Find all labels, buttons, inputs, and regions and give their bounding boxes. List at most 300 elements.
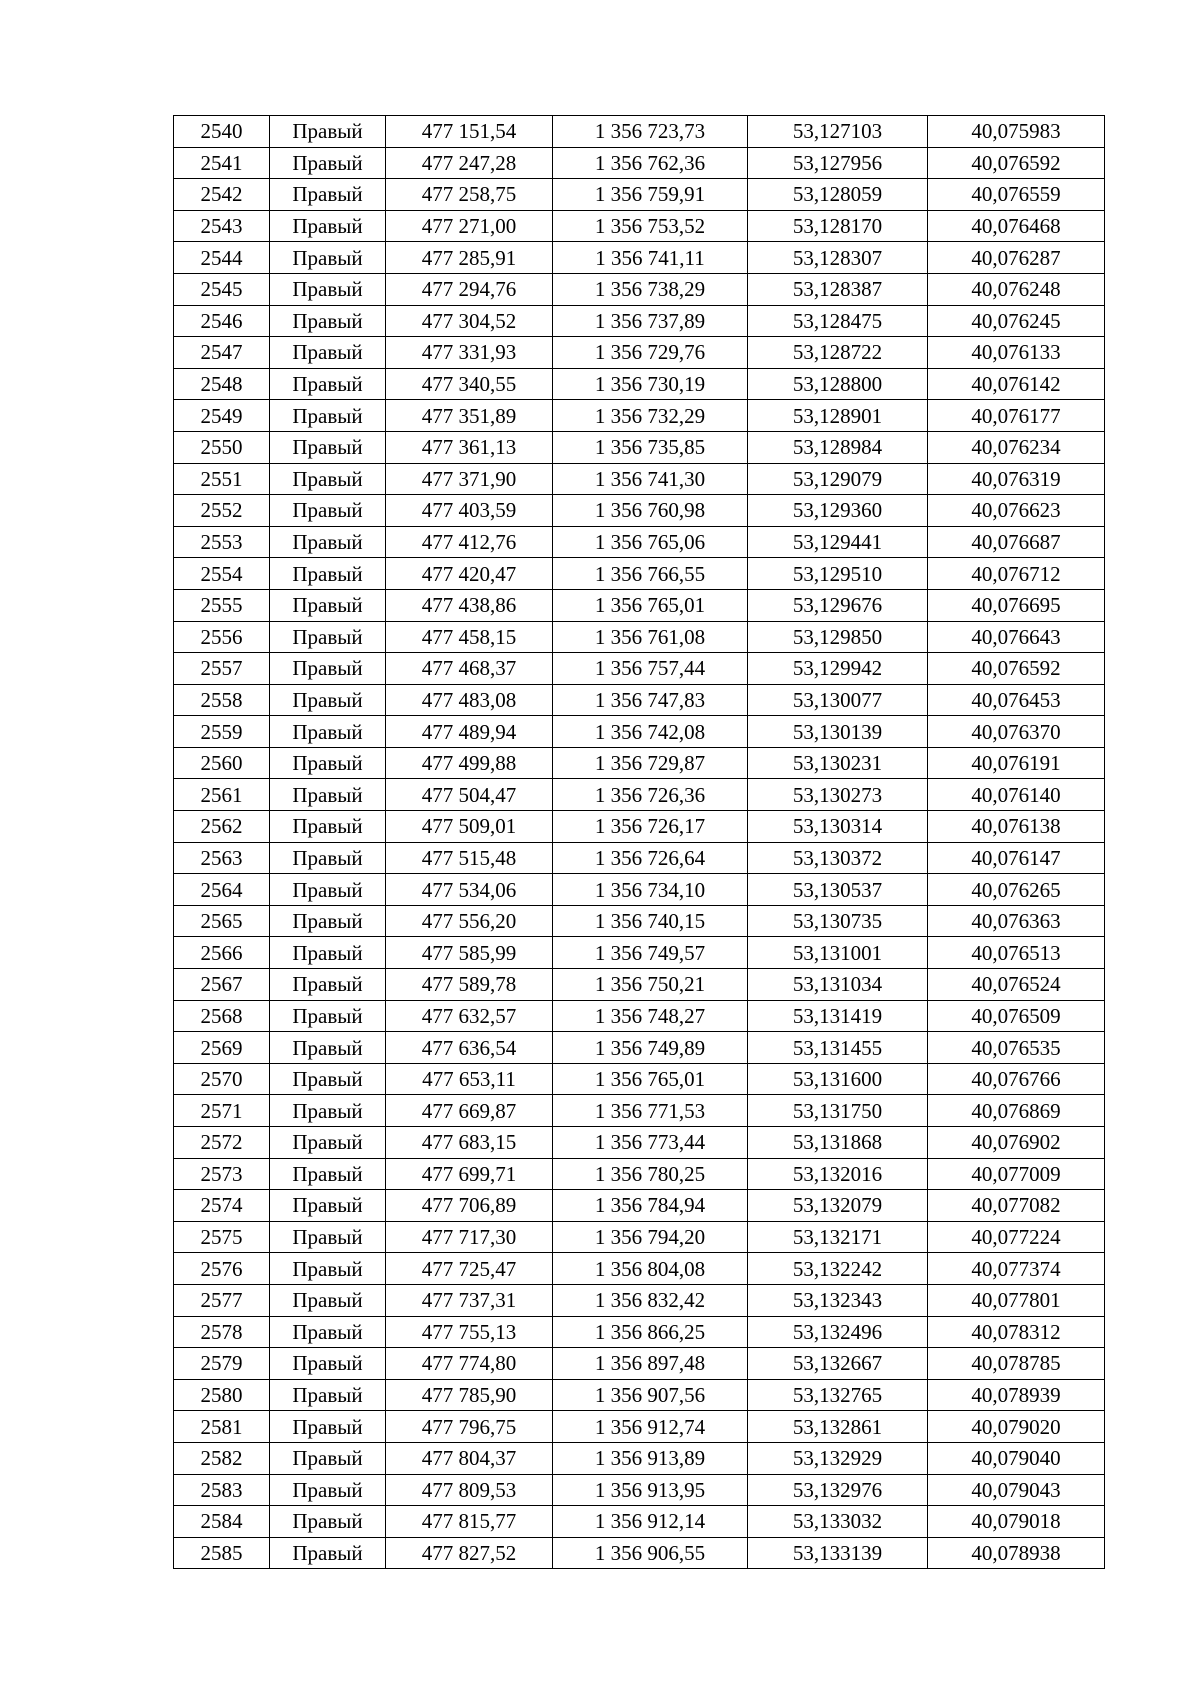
coord-y-cell: 1 356 794,20	[553, 1221, 748, 1253]
coord-y-cell: 1 356 866,25	[553, 1316, 748, 1348]
latitude-cell: 53,129510	[748, 558, 928, 590]
coord-y-cell: 1 356 741,30	[553, 463, 748, 495]
coord-y-cell: 1 356 765,01	[553, 1063, 748, 1095]
latitude-cell: 53,130372	[748, 842, 928, 874]
longitude-cell: 40,076245	[928, 305, 1105, 337]
point-number-cell: 2585	[174, 1537, 270, 1569]
longitude-cell: 40,076363	[928, 905, 1105, 937]
point-number-cell: 2558	[174, 684, 270, 716]
side-cell: Правый	[270, 179, 386, 211]
longitude-cell: 40,079018	[928, 1506, 1105, 1538]
latitude-cell: 53,127956	[748, 147, 928, 179]
longitude-cell: 40,076147	[928, 842, 1105, 874]
coord-x-cell: 477 785,90	[386, 1379, 553, 1411]
coord-y-cell: 1 356 729,87	[553, 747, 748, 779]
table-row	[174, 1253, 1105, 1285]
coord-y-cell: 1 356 749,89	[553, 1032, 748, 1064]
table-row	[174, 337, 1105, 369]
longitude-cell: 40,079043	[928, 1474, 1105, 1506]
point-number-cell: 2566	[174, 937, 270, 969]
table-row	[174, 1158, 1105, 1190]
longitude-cell: 40,077801	[928, 1284, 1105, 1316]
side-cell: Правый	[270, 1284, 386, 1316]
side-cell: Правый	[270, 368, 386, 400]
table-row	[174, 684, 1105, 716]
point-number-cell: 2547	[174, 337, 270, 369]
latitude-cell: 53,132765	[748, 1379, 928, 1411]
point-number-cell: 2575	[174, 1221, 270, 1253]
table-row	[174, 1537, 1105, 1569]
longitude-cell: 40,076902	[928, 1127, 1105, 1159]
table-row	[174, 1032, 1105, 1064]
latitude-cell: 53,131034	[748, 969, 928, 1001]
latitude-cell: 53,129942	[748, 653, 928, 685]
longitude-cell: 40,076191	[928, 747, 1105, 779]
coord-x-cell: 477 351,89	[386, 400, 553, 432]
table-row	[174, 1095, 1105, 1127]
table-row	[174, 1127, 1105, 1159]
coord-y-cell: 1 356 762,36	[553, 147, 748, 179]
latitude-cell: 53,129079	[748, 463, 928, 495]
coord-x-cell: 477 815,77	[386, 1506, 553, 1538]
latitude-cell: 53,129441	[748, 526, 928, 558]
longitude-cell: 40,076687	[928, 526, 1105, 558]
table-row	[174, 1221, 1105, 1253]
coord-x-cell: 477 294,76	[386, 273, 553, 305]
table-row	[174, 589, 1105, 621]
table-row	[174, 905, 1105, 937]
longitude-cell: 40,076592	[928, 147, 1105, 179]
latitude-cell: 53,132079	[748, 1190, 928, 1222]
table-row	[174, 242, 1105, 274]
latitude-cell: 53,132496	[748, 1316, 928, 1348]
coord-y-cell: 1 356 771,53	[553, 1095, 748, 1127]
coord-y-cell: 1 356 761,08	[553, 621, 748, 653]
longitude-cell: 40,076695	[928, 589, 1105, 621]
longitude-cell: 40,076513	[928, 937, 1105, 969]
coord-x-cell: 477 509,01	[386, 811, 553, 843]
latitude-cell: 53,129360	[748, 495, 928, 527]
coord-x-cell: 477 412,76	[386, 526, 553, 558]
side-cell: Правый	[270, 1442, 386, 1474]
longitude-cell: 40,076177	[928, 400, 1105, 432]
point-number-cell: 2577	[174, 1284, 270, 1316]
latitude-cell: 53,129676	[748, 589, 928, 621]
latitude-cell: 53,128800	[748, 368, 928, 400]
point-number-cell: 2543	[174, 210, 270, 242]
latitude-cell: 53,128307	[748, 242, 928, 274]
side-cell: Правый	[270, 431, 386, 463]
coord-x-cell: 477 483,08	[386, 684, 553, 716]
point-number-cell: 2549	[174, 400, 270, 432]
coord-x-cell: 477 331,93	[386, 337, 553, 369]
table-row	[174, 1379, 1105, 1411]
point-number-cell: 2564	[174, 874, 270, 906]
point-number-cell: 2572	[174, 1127, 270, 1159]
longitude-cell: 40,076509	[928, 1000, 1105, 1032]
latitude-cell: 53,130273	[748, 779, 928, 811]
longitude-cell: 40,076138	[928, 811, 1105, 843]
side-cell: Правый	[270, 589, 386, 621]
longitude-cell: 40,076712	[928, 558, 1105, 590]
latitude-cell: 53,128387	[748, 273, 928, 305]
side-cell: Правый	[270, 1474, 386, 1506]
table-row	[174, 558, 1105, 590]
latitude-cell: 53,133032	[748, 1506, 928, 1538]
table-row	[174, 747, 1105, 779]
longitude-cell: 40,076535	[928, 1032, 1105, 1064]
table-row	[174, 969, 1105, 1001]
point-number-cell: 2560	[174, 747, 270, 779]
latitude-cell: 53,133139	[748, 1537, 928, 1569]
coord-y-cell: 1 356 913,89	[553, 1442, 748, 1474]
table-row	[174, 1190, 1105, 1222]
latitude-cell: 53,131600	[748, 1063, 928, 1095]
latitude-cell: 53,128170	[748, 210, 928, 242]
point-number-cell: 2551	[174, 463, 270, 495]
coord-x-cell: 477 468,37	[386, 653, 553, 685]
coord-y-cell: 1 356 741,11	[553, 242, 748, 274]
latitude-cell: 53,132343	[748, 1284, 928, 1316]
side-cell: Правый	[270, 242, 386, 274]
side-cell: Правый	[270, 937, 386, 969]
coord-y-cell: 1 356 730,19	[553, 368, 748, 400]
table-row	[174, 653, 1105, 685]
point-number-cell: 2555	[174, 589, 270, 621]
point-number-cell: 2559	[174, 716, 270, 748]
coord-y-cell: 1 356 907,56	[553, 1379, 748, 1411]
side-cell: Правый	[270, 273, 386, 305]
longitude-cell: 40,077009	[928, 1158, 1105, 1190]
coord-y-cell: 1 356 735,85	[553, 431, 748, 463]
coord-y-cell: 1 356 804,08	[553, 1253, 748, 1285]
latitude-cell: 53,131419	[748, 1000, 928, 1032]
point-number-cell: 2571	[174, 1095, 270, 1127]
point-number-cell: 2583	[174, 1474, 270, 1506]
point-number-cell: 2584	[174, 1506, 270, 1538]
table-row	[174, 937, 1105, 969]
side-cell: Правый	[270, 1190, 386, 1222]
side-cell: Правый	[270, 1127, 386, 1159]
coord-y-cell: 1 356 742,08	[553, 716, 748, 748]
latitude-cell: 53,130537	[748, 874, 928, 906]
longitude-cell: 40,077082	[928, 1190, 1105, 1222]
point-number-cell: 2541	[174, 147, 270, 179]
latitude-cell: 53,129850	[748, 621, 928, 653]
point-number-cell: 2561	[174, 779, 270, 811]
side-cell: Правый	[270, 463, 386, 495]
longitude-cell: 40,076133	[928, 337, 1105, 369]
coord-x-cell: 477 774,80	[386, 1348, 553, 1380]
coord-y-cell: 1 356 757,44	[553, 653, 748, 685]
longitude-cell: 40,076248	[928, 273, 1105, 305]
latitude-cell: 53,128475	[748, 305, 928, 337]
side-cell: Правый	[270, 495, 386, 527]
latitude-cell: 53,132016	[748, 1158, 928, 1190]
side-cell: Правый	[270, 811, 386, 843]
longitude-cell: 40,076142	[928, 368, 1105, 400]
longitude-cell: 40,076453	[928, 684, 1105, 716]
side-cell: Правый	[270, 305, 386, 337]
side-cell: Правый	[270, 116, 386, 148]
latitude-cell: 53,132242	[748, 1253, 928, 1285]
coord-x-cell: 477 653,11	[386, 1063, 553, 1095]
latitude-cell: 53,128059	[748, 179, 928, 211]
coord-x-cell: 477 534,06	[386, 874, 553, 906]
point-number-cell: 2546	[174, 305, 270, 337]
longitude-cell: 40,076319	[928, 463, 1105, 495]
coord-x-cell: 477 271,00	[386, 210, 553, 242]
longitude-cell: 40,076559	[928, 179, 1105, 211]
latitude-cell: 53,131868	[748, 1127, 928, 1159]
coord-y-cell: 1 356 784,94	[553, 1190, 748, 1222]
coord-y-cell: 1 356 723,73	[553, 116, 748, 148]
point-number-cell: 2563	[174, 842, 270, 874]
side-cell: Правый	[270, 1537, 386, 1569]
longitude-cell: 40,076468	[928, 210, 1105, 242]
coord-x-cell: 477 403,59	[386, 495, 553, 527]
table-row	[174, 1348, 1105, 1380]
coord-x-cell: 477 827,52	[386, 1537, 553, 1569]
coordinates-table-body	[174, 116, 1105, 1569]
side-cell: Правый	[270, 1379, 386, 1411]
longitude-cell: 40,078785	[928, 1348, 1105, 1380]
coord-y-cell: 1 356 780,25	[553, 1158, 748, 1190]
table-row	[174, 431, 1105, 463]
side-cell: Правый	[270, 684, 386, 716]
latitude-cell: 53,132667	[748, 1348, 928, 1380]
point-number-cell: 2567	[174, 969, 270, 1001]
coord-y-cell: 1 356 726,64	[553, 842, 748, 874]
latitude-cell: 53,130077	[748, 684, 928, 716]
latitude-cell: 53,132171	[748, 1221, 928, 1253]
coord-x-cell: 477 504,47	[386, 779, 553, 811]
coord-y-cell: 1 356 747,83	[553, 684, 748, 716]
side-cell: Правый	[270, 842, 386, 874]
table-row	[174, 116, 1105, 148]
side-cell: Правый	[270, 1253, 386, 1285]
side-cell: Правый	[270, 400, 386, 432]
coord-x-cell: 477 636,54	[386, 1032, 553, 1064]
latitude-cell: 53,131001	[748, 937, 928, 969]
latitude-cell: 53,130314	[748, 811, 928, 843]
latitude-cell: 53,131455	[748, 1032, 928, 1064]
coord-y-cell: 1 356 750,21	[553, 969, 748, 1001]
point-number-cell: 2576	[174, 1253, 270, 1285]
table-row	[174, 495, 1105, 527]
longitude-cell: 40,078939	[928, 1379, 1105, 1411]
side-cell: Правый	[270, 210, 386, 242]
coord-x-cell: 477 499,88	[386, 747, 553, 779]
side-cell: Правый	[270, 147, 386, 179]
coord-x-cell: 477 340,55	[386, 368, 553, 400]
coord-x-cell: 477 755,13	[386, 1316, 553, 1348]
coord-y-cell: 1 356 906,55	[553, 1537, 748, 1569]
coord-y-cell: 1 356 897,48	[553, 1348, 748, 1380]
coord-y-cell: 1 356 753,52	[553, 210, 748, 242]
side-cell: Правый	[270, 1095, 386, 1127]
point-number-cell: 2552	[174, 495, 270, 527]
point-number-cell: 2570	[174, 1063, 270, 1095]
coord-y-cell: 1 356 912,74	[553, 1411, 748, 1443]
coord-y-cell: 1 356 760,98	[553, 495, 748, 527]
coord-x-cell: 477 683,15	[386, 1127, 553, 1159]
coord-y-cell: 1 356 738,29	[553, 273, 748, 305]
coord-x-cell: 477 438,86	[386, 589, 553, 621]
coord-x-cell: 477 489,94	[386, 716, 553, 748]
coord-y-cell: 1 356 913,95	[553, 1474, 748, 1506]
longitude-cell: 40,076766	[928, 1063, 1105, 1095]
side-cell: Правый	[270, 558, 386, 590]
coord-y-cell: 1 356 912,14	[553, 1506, 748, 1538]
side-cell: Правый	[270, 526, 386, 558]
coord-y-cell: 1 356 732,29	[553, 400, 748, 432]
coord-x-cell: 477 556,20	[386, 905, 553, 937]
side-cell: Правый	[270, 747, 386, 779]
side-cell: Правый	[270, 1348, 386, 1380]
side-cell: Правый	[270, 905, 386, 937]
side-cell: Правый	[270, 874, 386, 906]
coord-x-cell: 477 458,15	[386, 621, 553, 653]
table-row	[174, 273, 1105, 305]
coord-y-cell: 1 356 726,36	[553, 779, 748, 811]
side-cell: Правый	[270, 1506, 386, 1538]
longitude-cell: 40,079020	[928, 1411, 1105, 1443]
point-number-cell: 2579	[174, 1348, 270, 1380]
latitude-cell: 53,130231	[748, 747, 928, 779]
longitude-cell: 40,076643	[928, 621, 1105, 653]
table-row	[174, 811, 1105, 843]
side-cell: Правый	[270, 969, 386, 1001]
side-cell: Правый	[270, 779, 386, 811]
table-row	[174, 1442, 1105, 1474]
coord-x-cell: 477 809,53	[386, 1474, 553, 1506]
coord-y-cell: 1 356 765,06	[553, 526, 748, 558]
coordinates-table	[173, 115, 1105, 1569]
side-cell: Правый	[270, 1316, 386, 1348]
coord-x-cell: 477 632,57	[386, 1000, 553, 1032]
point-number-cell: 2565	[174, 905, 270, 937]
coord-x-cell: 477 151,54	[386, 116, 553, 148]
table-row	[174, 147, 1105, 179]
latitude-cell: 53,128901	[748, 400, 928, 432]
longitude-cell: 40,076623	[928, 495, 1105, 527]
coord-x-cell: 477 361,13	[386, 431, 553, 463]
point-number-cell: 2580	[174, 1379, 270, 1411]
point-number-cell: 2554	[174, 558, 270, 590]
point-number-cell: 2556	[174, 621, 270, 653]
side-cell: Правый	[270, 653, 386, 685]
point-number-cell: 2569	[174, 1032, 270, 1064]
table-row	[174, 1000, 1105, 1032]
longitude-cell: 40,076524	[928, 969, 1105, 1001]
point-number-cell: 2548	[174, 368, 270, 400]
coord-y-cell: 1 356 748,27	[553, 1000, 748, 1032]
coord-y-cell: 1 356 766,55	[553, 558, 748, 590]
table-row	[174, 305, 1105, 337]
coord-x-cell: 477 258,75	[386, 179, 553, 211]
coord-x-cell: 477 706,89	[386, 1190, 553, 1222]
table-row	[174, 400, 1105, 432]
latitude-cell: 53,131750	[748, 1095, 928, 1127]
coord-y-cell: 1 356 765,01	[553, 589, 748, 621]
coord-y-cell: 1 356 832,42	[553, 1284, 748, 1316]
coord-x-cell: 477 725,47	[386, 1253, 553, 1285]
coord-y-cell: 1 356 773,44	[553, 1127, 748, 1159]
side-cell: Правый	[270, 1032, 386, 1064]
longitude-cell: 40,077374	[928, 1253, 1105, 1285]
point-number-cell: 2553	[174, 526, 270, 558]
longitude-cell: 40,076234	[928, 431, 1105, 463]
table-row	[174, 621, 1105, 653]
table-row	[174, 1063, 1105, 1095]
longitude-cell: 40,079040	[928, 1442, 1105, 1474]
coord-x-cell: 477 304,52	[386, 305, 553, 337]
latitude-cell: 53,130139	[748, 716, 928, 748]
table-row	[174, 1316, 1105, 1348]
latitude-cell: 53,128984	[748, 431, 928, 463]
longitude-cell: 40,076265	[928, 874, 1105, 906]
coord-x-cell: 477 737,31	[386, 1284, 553, 1316]
longitude-cell: 40,075983	[928, 116, 1105, 148]
coord-y-cell: 1 356 749,57	[553, 937, 748, 969]
longitude-cell: 40,076869	[928, 1095, 1105, 1127]
point-number-cell: 2574	[174, 1190, 270, 1222]
latitude-cell: 53,130735	[748, 905, 928, 937]
side-cell: Правый	[270, 621, 386, 653]
coord-x-cell: 477 699,71	[386, 1158, 553, 1190]
coord-y-cell: 1 356 734,10	[553, 874, 748, 906]
coord-x-cell: 477 247,28	[386, 147, 553, 179]
side-cell: Правый	[270, 1221, 386, 1253]
point-number-cell: 2540	[174, 116, 270, 148]
table-row	[174, 716, 1105, 748]
latitude-cell: 53,128722	[748, 337, 928, 369]
coord-x-cell: 477 804,37	[386, 1442, 553, 1474]
table-row	[174, 368, 1105, 400]
longitude-cell: 40,076592	[928, 653, 1105, 685]
point-number-cell: 2578	[174, 1316, 270, 1348]
coord-x-cell: 477 420,47	[386, 558, 553, 590]
table-row	[174, 526, 1105, 558]
table-row	[174, 1506, 1105, 1538]
coord-x-cell: 477 669,87	[386, 1095, 553, 1127]
point-number-cell: 2573	[174, 1158, 270, 1190]
side-cell: Правый	[270, 1063, 386, 1095]
coord-y-cell: 1 356 726,17	[553, 811, 748, 843]
coord-x-cell: 477 285,91	[386, 242, 553, 274]
coord-y-cell: 1 356 737,89	[553, 305, 748, 337]
point-number-cell: 2542	[174, 179, 270, 211]
table-row	[174, 842, 1105, 874]
table-row	[174, 1411, 1105, 1443]
coord-x-cell: 477 371,90	[386, 463, 553, 495]
longitude-cell: 40,078312	[928, 1316, 1105, 1348]
table-row	[174, 179, 1105, 211]
table-row	[174, 874, 1105, 906]
point-number-cell: 2557	[174, 653, 270, 685]
coord-y-cell: 1 356 740,15	[553, 905, 748, 937]
longitude-cell: 40,078938	[928, 1537, 1105, 1569]
coord-x-cell: 477 796,75	[386, 1411, 553, 1443]
table-row	[174, 210, 1105, 242]
longitude-cell: 40,076140	[928, 779, 1105, 811]
table-row	[174, 1474, 1105, 1506]
side-cell: Правый	[270, 337, 386, 369]
side-cell: Правый	[270, 1158, 386, 1190]
latitude-cell: 53,132976	[748, 1474, 928, 1506]
table-row	[174, 1284, 1105, 1316]
